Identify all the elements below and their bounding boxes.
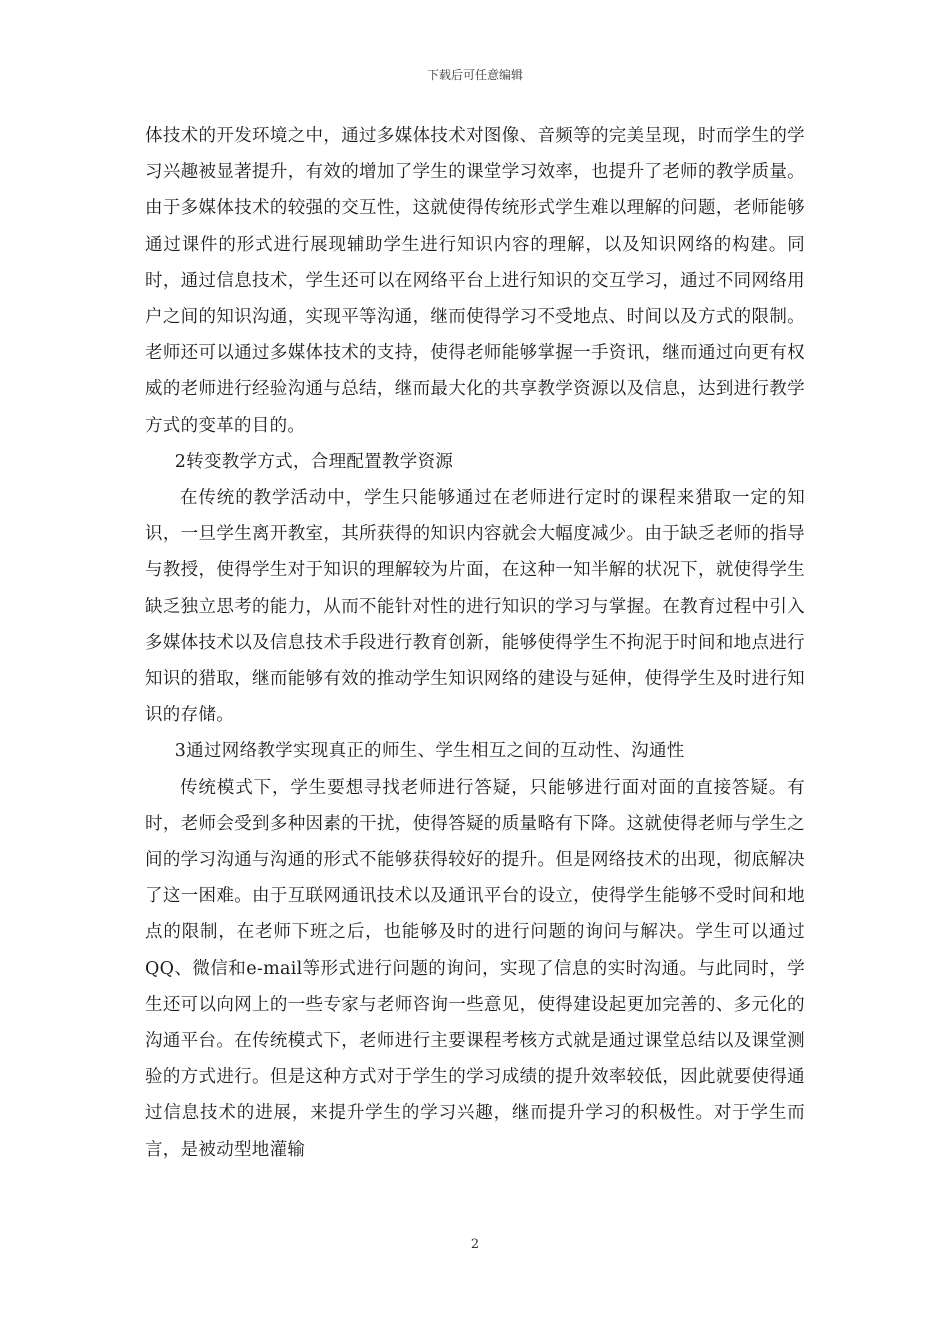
paragraph-3: 传统模式下，学生要想寻找老师进行答疑，只能够进行面对面的直接答疑。有时，老师会受到多种因素的干扰，使得答疑的质量略有下降。这就使得老师与学生之间的学习沟通与沟通的形式不能够获得较好的提升。但是网络技术的出现，彻底解决了这一困难。由于互联网通讯技术以及通讯平台的设立，使得学生能够不受时间和地点的限制，在老师下班之后，也能够及时的进行问题的询问与解决。学生可以通过QQ、微信和e-mail等形式进行问题的询问，实现了信息的实时沟通。与此同时，学生还可以向网上的一些专家与老师咨询一些意见，使得建设起更加完善的、多元化的沟通平台。在传统模式下，老师进行主要课程考核方式就是通过课堂总结以及课堂测验的方式进行。但是这种方式对于学生的学习成绩的提升效率较低，因此就要使得通过信息技术的进展，来提升学生的学习兴趣，继而提升学习的积极性。对于学生而言，是被动型地灌输 (145, 777, 805, 1160)
document-body (145, 118, 805, 1168)
paragraph-2: 在传统的教学活动中，学生只能够通过在老师进行定时的课程来猎取一定的知识，一旦学生离开教室，其所获得的知识内容就会大幅度减少。由于缺乏老师的指导与教授，使得学生对于知识的理解较为片面，在这种一知半解的状况下，就使得学生缺乏独立思考的能力，从而不能针对性的进行知识的学习与掌握。在教育过程中引入多媒体技术以及信息技术手段进行教育创新，能够使得学生不拘泥于时间和地点进行知识的猎取，继而能够有效的推动学生知识网络的建设与延伸，使得学生及时进行知识的存储。 (145, 488, 805, 726)
page-header: 下载后可任意编辑 (426, 68, 523, 82)
paragraph-1: 体技术的开发环境之中，通过多媒体技术对图像、音频等的完美呈现，时而学生的学习兴趣被显著提升，有效的增加了学生的课堂学习效率，也提升了老师的教学质量。由于多媒体技术的较强的交互性，这就使得传统形式学生难以理解的问题，老师能够通过课件的形式进行展现辅助学生进行知识内容的理解，以及知识网络的构建。同时，通过信息技术，学生还可以在网络平台上进行知识的交互学习，通过不同网络用户之间的知识沟通，实现平等沟通，继而使得学习不受地点、时间以及方式的限制。老师还可以通过多媒体技术的支持，使得老师能够掌握一手资讯，继而通过向更有权威的老师进行经验沟通与总结，继而最大化的共享教学资源以及信息，达到进行教学方式的变革的目的。 (145, 126, 805, 436)
page-number: 2 (470, 1237, 480, 1252)
section-heading-2: 2转变教学方式，合理配置教学资源 (174, 451, 454, 472)
section-heading-3: 3通过网络教学实现真正的师生、学生相互之间的互动性、沟通性 (174, 741, 685, 762)
